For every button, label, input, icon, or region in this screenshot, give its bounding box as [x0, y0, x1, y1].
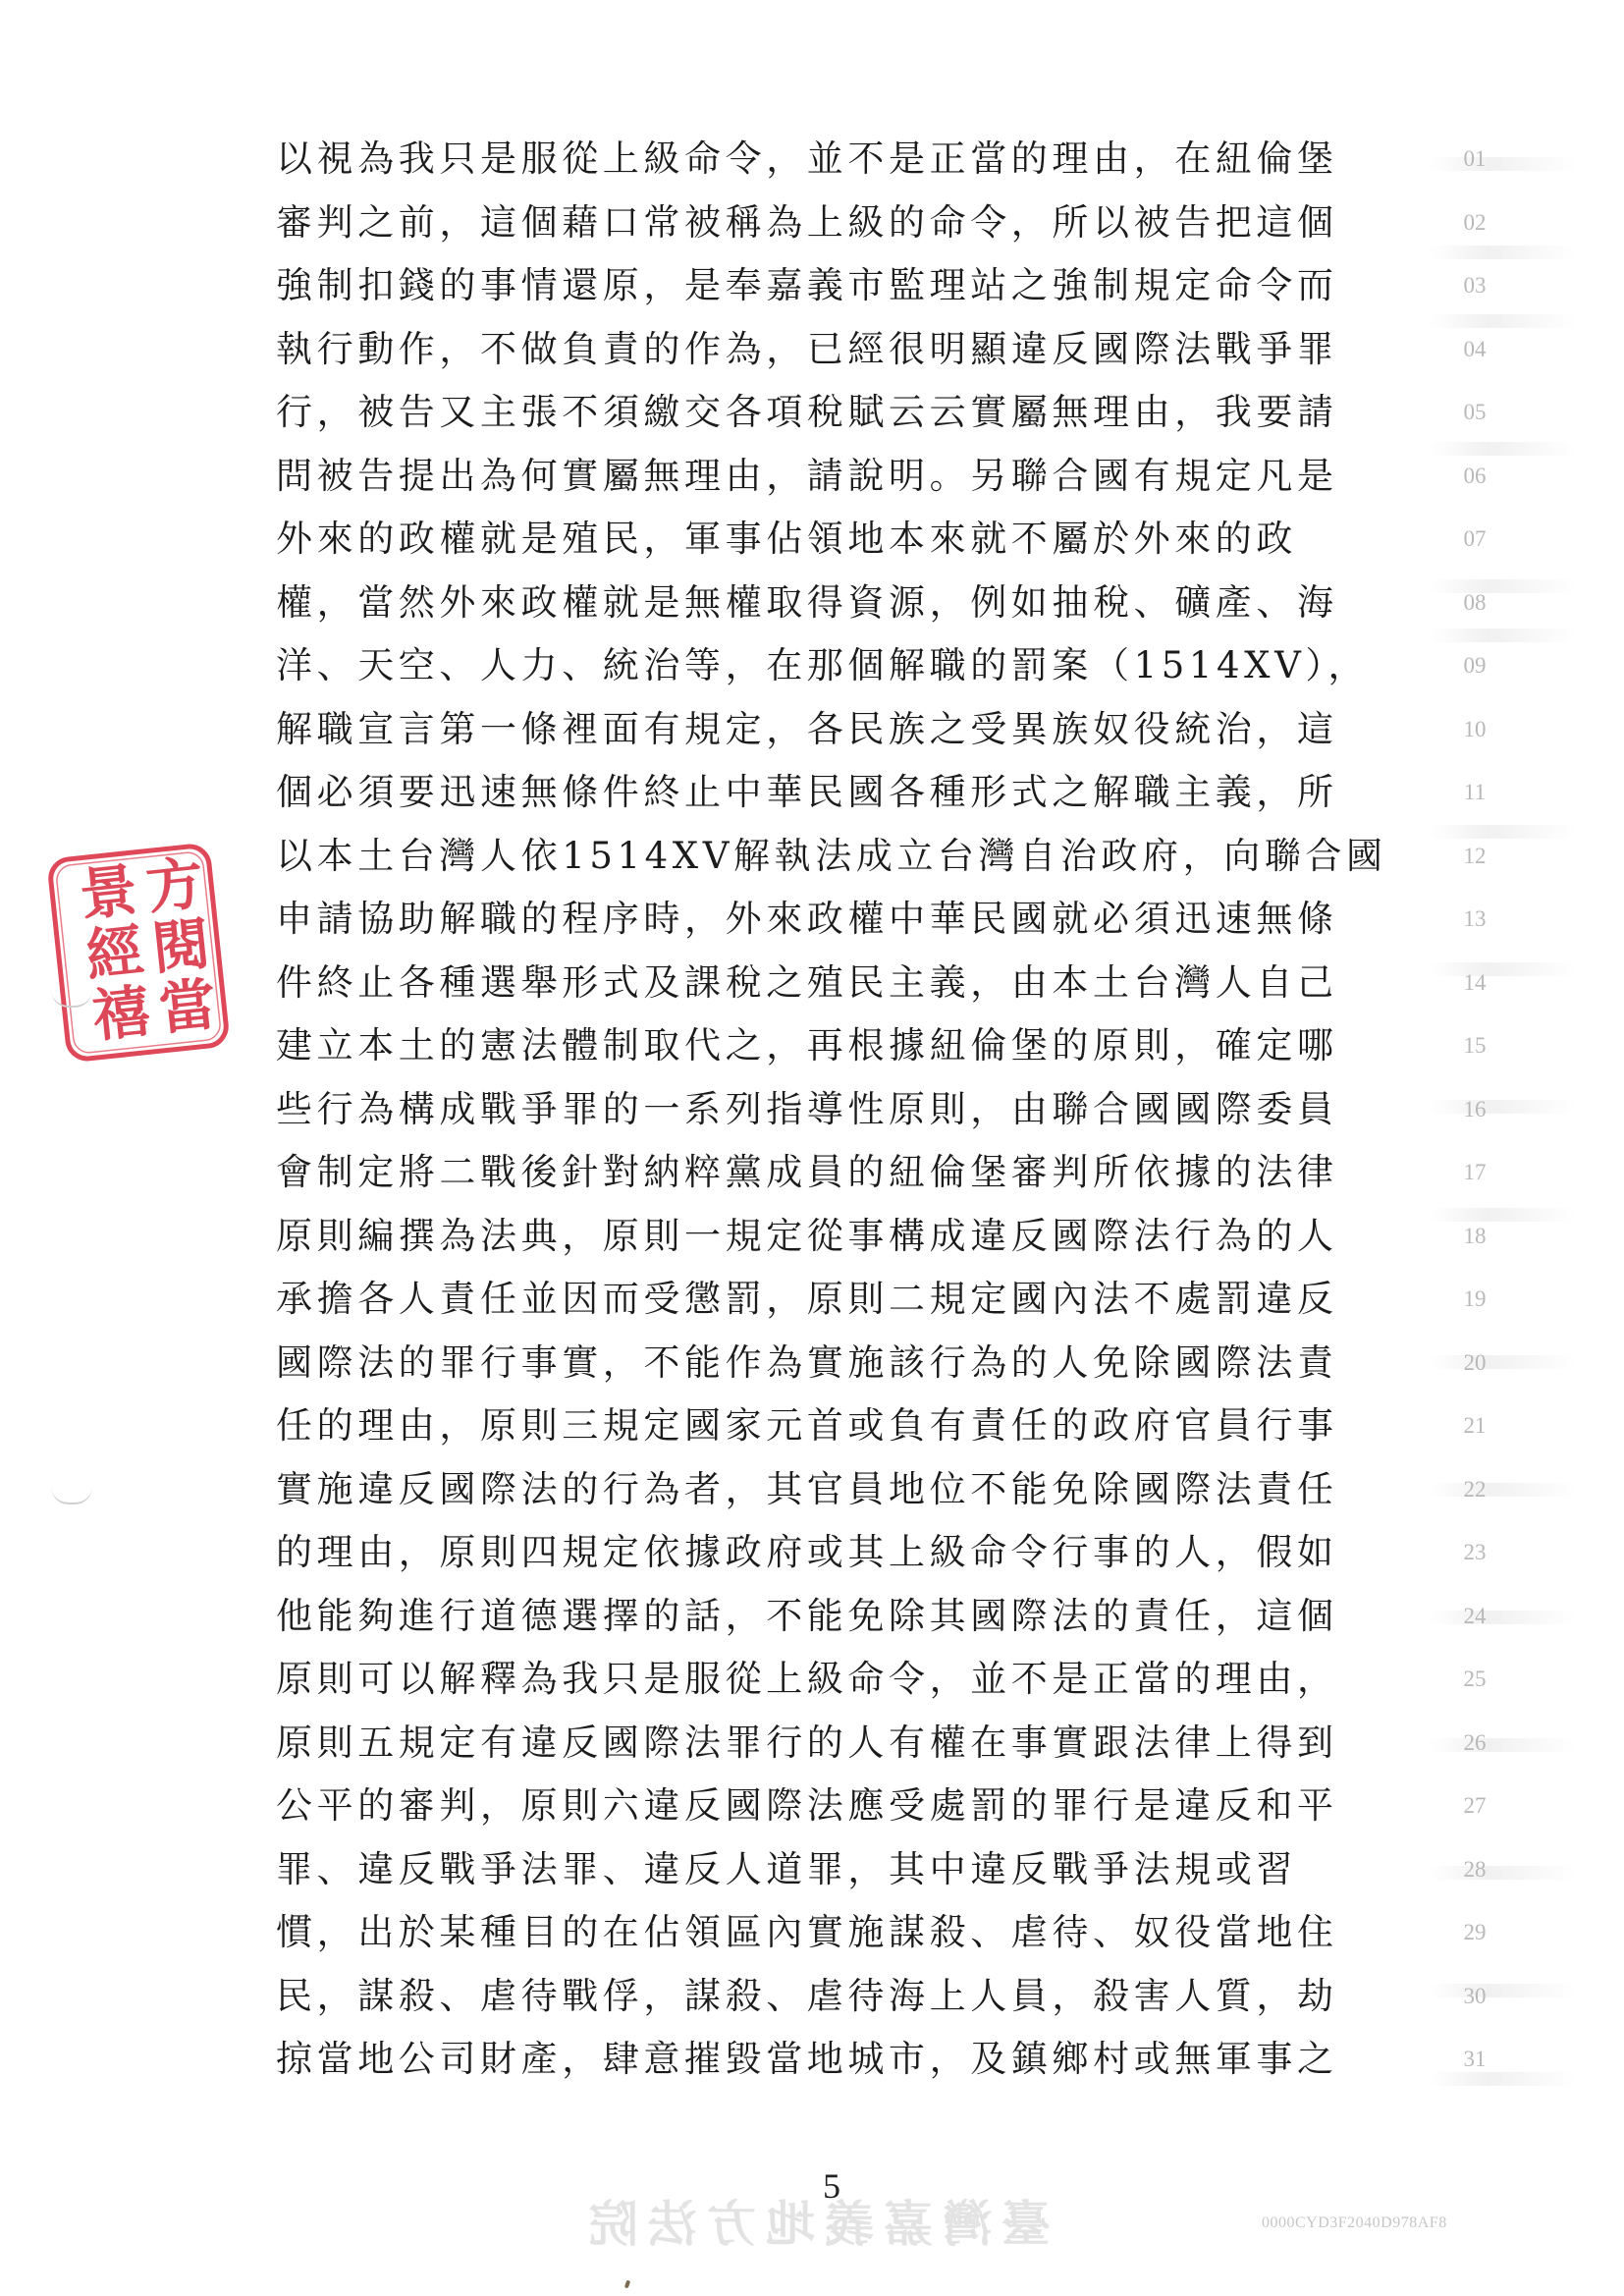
seal-character: 閱: [149, 909, 213, 983]
line-number: 21: [1463, 1413, 1487, 1438]
line-number: 11: [1463, 780, 1487, 804]
line-number: 06: [1463, 463, 1487, 488]
seal-character: 禧: [89, 977, 153, 1051]
text-line: 掠當地公司財產，肆意摧毀當地城市，及鎮鄉村或無軍事之: [276, 2038, 1338, 2080]
text-line: 公平的審判，原則六違反國際法應受處罰的罪行是違反和平: [276, 1784, 1338, 1827]
line-number: 07: [1463, 526, 1487, 551]
seal-character: 當: [155, 970, 220, 1043]
text-line: 他能夠進行道德選擇的話，不能免除其國際法的責任，這個: [276, 1594, 1338, 1637]
line-number: 17: [1463, 1160, 1487, 1184]
text-line: 慣，出於某種目的在佔領區內實施謀殺、虐待、奴役當地住: [276, 1911, 1338, 1953]
line-number: 30: [1463, 1983, 1487, 2008]
line-number: 31: [1463, 2047, 1487, 2071]
text-line: 原則可以解釋為我只是服從上級命令，並不是正當的理由，: [276, 1658, 1338, 1700]
line-number: 09: [1463, 653, 1487, 678]
line-number: 10: [1463, 716, 1487, 741]
text-line: 件終止各種選舉形式及課稅之殖民主義，由本土台灣人自己: [276, 960, 1338, 1004]
line-number: 02: [1463, 209, 1487, 235]
line-number: 13: [1463, 906, 1487, 931]
line-number: 01: [1463, 146, 1487, 171]
text-line: 外來的政權就是殖民，軍事佔領地本來就不屬於外來的政: [276, 518, 1297, 560]
text-line: 解職宣言第一條裡面有規定，各民族之受異族奴役統治，這: [276, 707, 1338, 750]
punch-hole-mark: [51, 1487, 92, 1504]
line-number: 05: [1463, 400, 1487, 424]
text-line: 國際法的罪行事實，不能作為實施該行為的人免除國際法責: [276, 1340, 1338, 1384]
red-seal-stamp: [40, 836, 237, 1068]
text-line: 些行為構成戰爭罪的一系列指導性原則，由聯合國國際委員: [276, 1087, 1338, 1130]
line-number: 12: [1463, 843, 1487, 868]
text-line: 行，被告又主張不須繳交各項稅賦云云實屬無理由，我要請: [276, 391, 1338, 433]
line-number: 14: [1463, 969, 1487, 995]
text-line: 個必須要迅速無條件終止中華民國各種形式之解職主義，所: [276, 771, 1338, 813]
text-line: 以本土台灣人依1514XV解執法成立台灣自治政府，向聯合國: [276, 834, 1387, 877]
court-name-bleed-through: 臺灣嘉義地方法院: [579, 2195, 1051, 2253]
line-number: 25: [1463, 1667, 1487, 1691]
line-number: 19: [1463, 1286, 1487, 1311]
text-line: 的理由，原則四規定依據政府或其上級命令行事的人，假如: [276, 1531, 1338, 1573]
seal-character: 景: [77, 856, 140, 929]
line-number: 28: [1463, 1856, 1487, 1882]
text-line: 強制扣錢的事情還原，是奉嘉義市監理站之強制規定命令而: [276, 264, 1338, 306]
line-number-column: [1445, 128, 1504, 2092]
line-number: 24: [1463, 1603, 1487, 1628]
text-line: 申請協助解職的程序時，外來政權中華民國就必須迅速無條: [276, 898, 1338, 940]
document-id: 0000CYD3F2040D978AF8: [1262, 2214, 1447, 2231]
line-number: 04: [1463, 336, 1487, 361]
line-number: 20: [1463, 1349, 1487, 1375]
paper-speck: [624, 2280, 630, 2289]
text-line: 權，當然外來政權就是無權取得資源，例如抽稅、礦產、海: [276, 580, 1338, 624]
text-line: 原則編撰為法典，原則一規定從事構成違反國際法行為的人: [276, 1214, 1338, 1257]
seal-character: 方: [142, 848, 207, 922]
line-number: 15: [1463, 1033, 1487, 1058]
line-number: 03: [1463, 273, 1487, 298]
text-line: 承擔各人責任並因而受懲罰，原則二規定國內法不處罰違反: [276, 1278, 1338, 1320]
text-line: 問被告提出為何實屬無理由，請說明。另聯合國有規定凡是: [276, 454, 1338, 497]
line-number: 29: [1463, 1920, 1487, 1944]
text-line: 罪、違反戰爭法罪、違反人道罪，其中違反戰爭法規或習: [276, 1847, 1297, 1890]
text-line: 建立本土的憲法體制取代之，再根據紐倫堡的原則，確定哪: [276, 1024, 1338, 1066]
line-number: 22: [1463, 1476, 1487, 1502]
line-number: 16: [1463, 1096, 1487, 1121]
text-line: 原則五規定有違反國際法罪行的人有權在事實跟法律上得到: [276, 1721, 1338, 1764]
line-number: 26: [1463, 1729, 1487, 1755]
text-line: 民，謀殺、虐待戰俘，謀殺、虐待海上人員，殺害人質，劫: [276, 1974, 1338, 2017]
text-line: 會制定將二戰後針對納粹黨成員的紐倫堡審判所依據的法律: [276, 1151, 1338, 1193]
line-number: 23: [1463, 1540, 1487, 1564]
line-number: 27: [1463, 1793, 1487, 1818]
text-line: 以視為我只是服從上級命令，並不是正當的理由，在紐倫堡: [276, 137, 1338, 180]
page-number: 5: [823, 2166, 840, 2206]
line-number: 18: [1463, 1223, 1487, 1248]
line-number: 08: [1463, 589, 1487, 615]
text-line: 任的理由，原則三規定國家元首或負有責任的政府官員行事: [276, 1404, 1338, 1447]
seal-character: 經: [82, 916, 147, 990]
text-line: 洋、天空、人力、統治等，在那個解職的罰案（1514XV），: [276, 644, 1370, 686]
text-line: 執行動作，不做負責的作為，已經很明顯違反國際法戰爭罪: [276, 327, 1338, 370]
document-body: [276, 128, 1405, 2092]
text-line: 審判之前，這個藉口常被稱為上級的命令，所以被告把這個: [276, 200, 1338, 244]
text-line: 實施違反國際法的行為者，其官員地位不能免除國際法責任: [276, 1467, 1338, 1510]
